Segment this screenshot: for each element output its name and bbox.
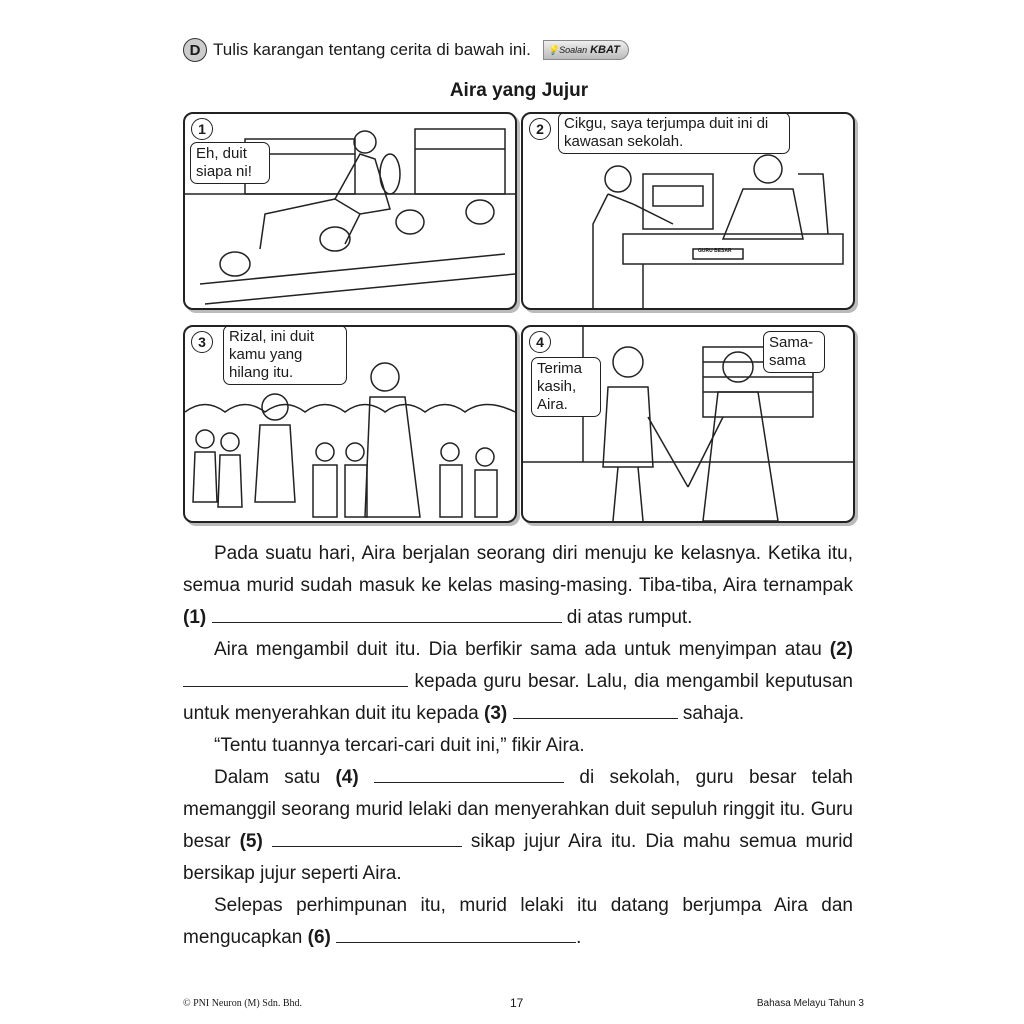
kbat-badge: 💡 Soalan KBAT [543,40,629,60]
speech-bubble: Eh, duit siapa ni! [190,142,270,184]
instruction-text: Tulis karangan tentang cerita di bawah ini. [213,40,531,59]
speech-bubble: Cikgu, saya terjumpa duit ini di kawasan sekolah. [558,112,790,154]
answer-blank-2[interactable] [183,668,408,687]
section-letter: D [183,38,207,62]
panel-2 [521,112,855,310]
blank-number: (3) [484,703,508,724]
blank-number: (5) [239,831,263,852]
blank-number: (6) [307,927,331,948]
answer-blank-4[interactable] [374,764,564,783]
answer-blank-5[interactable] [272,828,462,847]
speech-bubble: Sama-sama [763,331,825,373]
page-number: 17 [510,996,524,1010]
panel-number: 2 [529,118,551,140]
panel-4 [521,325,855,523]
speech-bubble: Terima kasih, Aira. [531,357,601,417]
panel-1 [183,112,517,310]
answer-blank-3[interactable] [513,700,678,719]
paragraph: Pada suatu hari, Aira berjalan seorang diri menuju ke kelasnya. Ketika itu, semua murid sudah masuk ke kelas masing-masing. Tiba-tiba, Aira ternampak (1) di atas rumput. [183,543,853,628]
blank-number: (1) [183,607,207,628]
answer-blank-1[interactable] [212,604,562,623]
lightbulb-icon: 💡 [547,44,560,55]
answer-blank-6[interactable] [336,924,576,943]
speech-bubble: Rizal, ini duit kamu yang hilang itu. [223,325,347,385]
paragraph: Dalam satu (4) di sekolah, guru besar telah memanggil seorang murid lelaki dan menyerahkan duit sepuluh ringgit itu. Guru besar (5) sikap jujur Aira itu. Dia mahu semua murid bersikap jujur seperti Aira. [183,762,853,890]
story-text [183,538,853,954]
panel-number: 1 [191,118,213,140]
blank-number: (2) [829,639,853,660]
blank-number: (4) [335,767,359,788]
panel-3 [183,325,517,523]
copyright: © PNI Neuron (M) Sdn. Bhd. [183,998,302,1009]
nameplate: GURU BESAR [698,248,732,254]
instruction [183,38,629,62]
book-title: Bahasa Melayu Tahun 3 [756,998,864,1009]
panel-number: 4 [529,331,551,353]
paragraph: Aira mengambil duit itu. Dia berfikir sama ada untuk menyimpan atau (2) kepada guru besar. Lalu, dia mengambil keputusan untuk menyerahkan duit itu kepada (3) sahaja. [183,639,853,724]
panel-number: 3 [191,331,213,353]
paragraph: “Tentu tuannya tercari-cari duit ini,” fikir Aira. [214,735,585,756]
story-title: Aira yang Jujur [449,80,589,101]
paragraph: Selepas perhimpunan itu, murid lelaki itu datang berjumpa Aira dan mengucapkan (6) . [183,895,853,948]
